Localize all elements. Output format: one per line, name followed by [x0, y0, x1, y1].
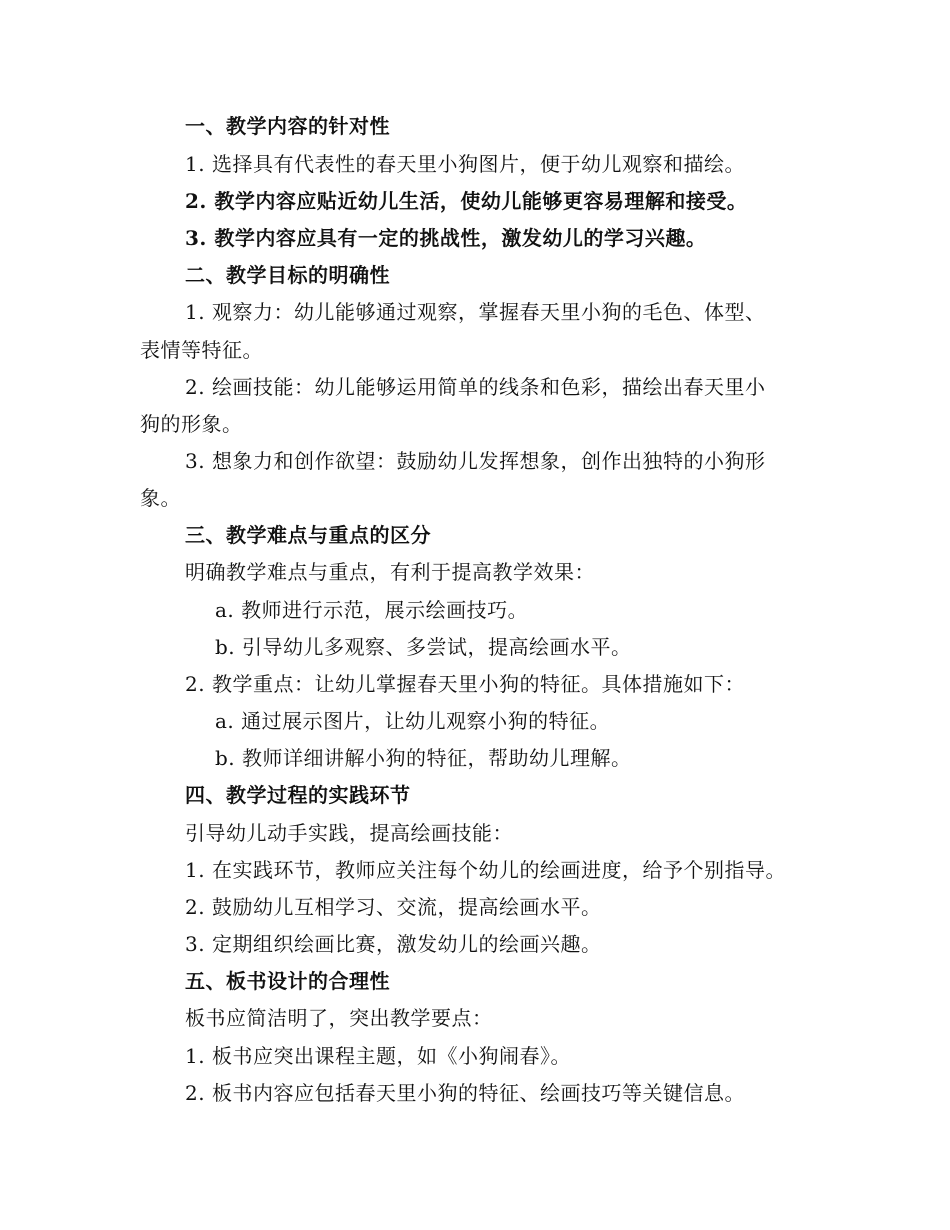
- heading-teaching-goals: 二、教学目标的明确性: [185, 263, 390, 287]
- difficulty-sub-b: b. 引导幼儿多观察、多尝试，提高绘画水平。: [215, 635, 632, 659]
- blackboard-intro: 板书应简洁明了，突出教学要点：: [185, 1006, 493, 1030]
- heading-practice: 四、教学过程的实践环节: [185, 783, 411, 807]
- content-item-2: 2. 教学内容应贴近幼儿生活，使幼儿能够更容易理解和接受。: [185, 189, 748, 213]
- focus-sub-b: b. 教师详细讲解小狗的特征，帮助幼儿理解。: [215, 746, 632, 770]
- content-item-1: 1. 选择具有代表性的春天里小狗图片，便于幼儿观察和描绘。: [185, 152, 745, 176]
- goal-item-2: 2. 绘画技能：幼儿能够运用简单的线条和色彩，描绘出春天里小: [185, 375, 766, 399]
- blackboard-item-1: 1. 板书应突出课程主题，如《小狗闹春》。: [185, 1044, 571, 1068]
- practice-item-3: 3. 定期组织绘画比赛，激发幼儿的绘画兴趣。: [185, 932, 602, 956]
- goal-item-2-cont: 狗的形象。: [140, 412, 243, 436]
- goal-item-1-cont: 表情等特征。: [140, 338, 263, 362]
- practice-item-1: 1. 在实践环节，教师应关注每个幼儿的绘画进度，给予个别指导。: [185, 858, 786, 882]
- goal-item-1: 1. 观察力：幼儿能够通过观察，掌握春天里小狗的毛色、体型、: [185, 300, 766, 324]
- heading-teaching-content: 一、教学内容的针对性: [185, 114, 390, 138]
- heading-difficulties-focus: 三、教学难点与重点的区分: [185, 523, 431, 547]
- content-item-3: 3. 教学内容应具有一定的挑战性，激发幼儿的学习兴趣。: [185, 226, 707, 250]
- focus-sub-a: a. 通过展示图片，让幼儿观察小狗的特征。: [215, 709, 611, 733]
- blackboard-item-2: 2. 板书内容应包括春天里小狗的特征、绘画技巧等关键信息。: [185, 1081, 745, 1105]
- practice-item-2: 2. 鼓励幼儿互相学习、交流，提高绘画水平。: [185, 895, 602, 919]
- practice-intro: 引导幼儿动手实践，提高绘画技能：: [185, 821, 513, 845]
- heading-blackboard: 五、板书设计的合理性: [185, 969, 390, 993]
- difficulties-intro: 明确教学难点与重点，有利于提高教学效果：: [185, 560, 595, 584]
- focus-item-2: 2. 教学重点：让幼儿掌握春天里小狗的特征。具体措施如下：: [185, 672, 745, 696]
- goal-item-3: 3. 想象力和创作欲望：鼓励幼儿发挥想象，创作出独特的小狗形: [185, 449, 766, 473]
- difficulty-sub-a: a. 教师进行示范，展示绘画技巧。: [215, 598, 529, 622]
- goal-item-3-cont: 象。: [140, 486, 181, 510]
